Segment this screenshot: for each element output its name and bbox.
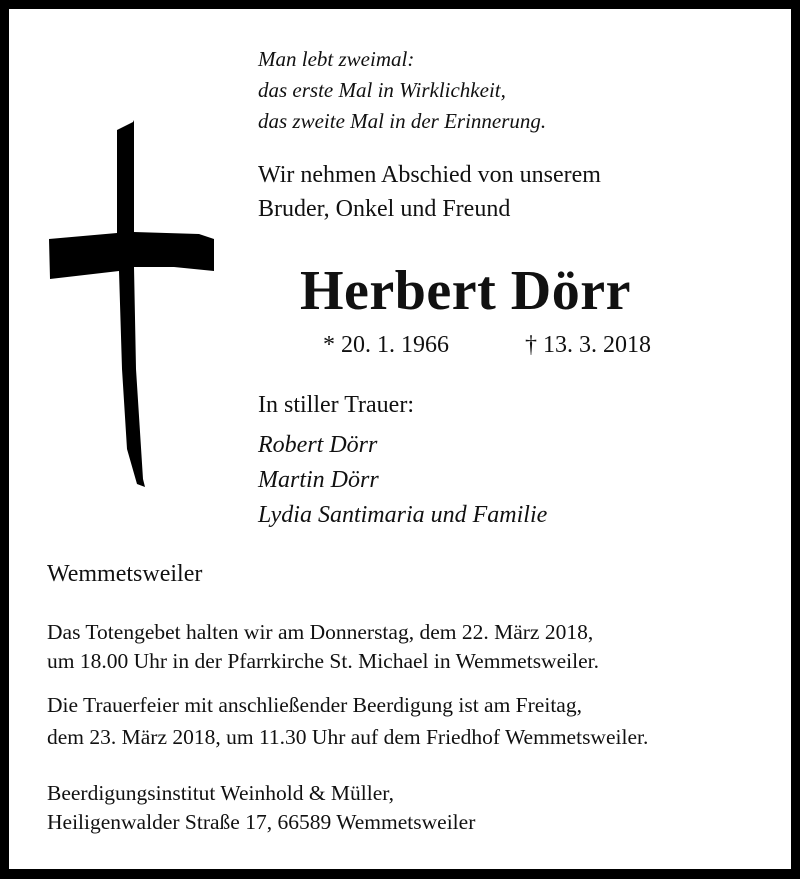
mourner: Martin Dörr bbox=[258, 467, 379, 493]
death-date: † 13. 3. 2018 bbox=[525, 332, 651, 358]
mourning-heading: In stiller Trauer: bbox=[258, 392, 414, 418]
place: Wemmetsweiler bbox=[47, 561, 203, 587]
obituary-notice bbox=[9, 9, 791, 869]
paragraph-line: um 18.00 Uhr in der Pfarrkirche St. Michael in Wemmetsweiler. bbox=[47, 649, 599, 673]
intro-line: Wir nehmen Abschied von unserem bbox=[258, 162, 601, 188]
quote-line: Man lebt zweimal: bbox=[258, 47, 415, 71]
funeral-home-line: Heiligenwalder Straße 17, 66589 Wemmetsweiler bbox=[47, 810, 476, 834]
quote-line: das zweite Mal in der Erinnerung. bbox=[258, 109, 547, 133]
paragraph-line: dem 23. März 2018, um 11.30 Uhr auf dem Friedhof Wemmetsweiler. bbox=[47, 725, 649, 749]
paragraph-line: Das Totengebet halten wir am Donnerstag, dem 22. März 2018, bbox=[47, 620, 594, 644]
mourner: Robert Dörr bbox=[258, 432, 378, 458]
mourner: Lydia Santimaria und Familie bbox=[258, 502, 548, 528]
funeral-home-line: Beerdigungsinstitut Weinhold & Müller, bbox=[47, 781, 394, 805]
birth-date: * 20. 1. 1966 bbox=[323, 332, 449, 358]
paragraph-line: Die Trauerfeier mit anschließender Beerdigung ist am Freitag, bbox=[47, 693, 582, 717]
intro-line: Bruder, Onkel und Freund bbox=[258, 196, 511, 222]
deceased-name: Herbert Dörr bbox=[300, 260, 631, 322]
quote-line: das erste Mal in Wirklichkeit, bbox=[258, 78, 506, 102]
